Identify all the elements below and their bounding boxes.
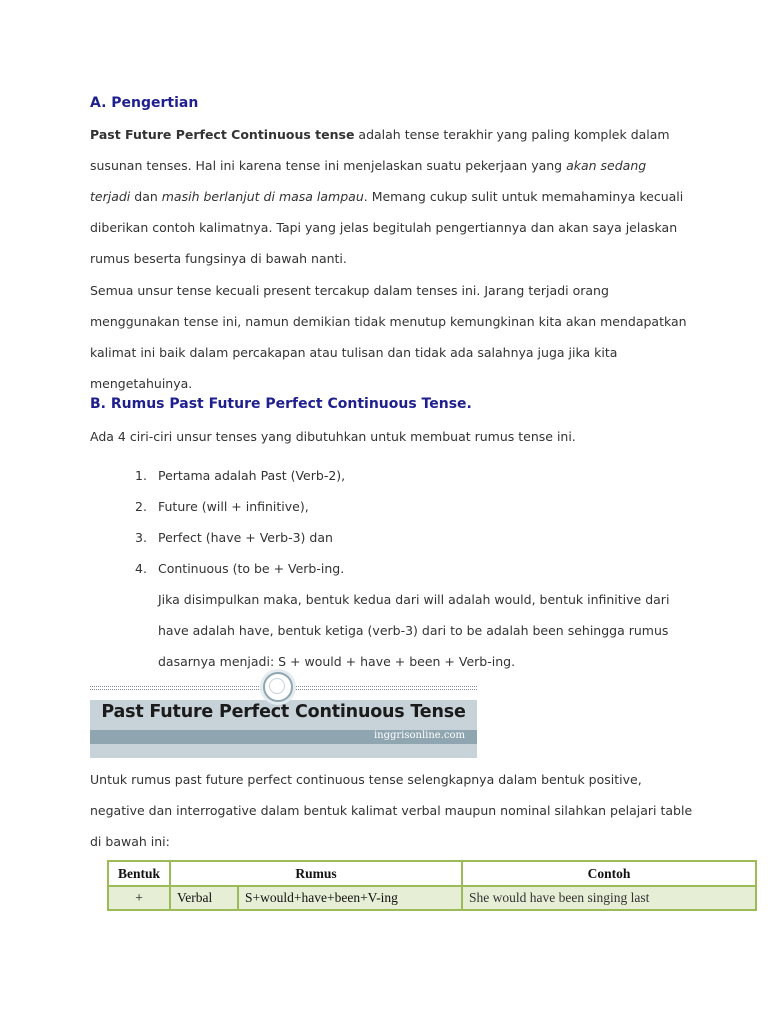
banner-site: inggrisonline.com (373, 730, 465, 741)
paragraph-line: rumus beserta fungsinya di bawah nanti. (90, 251, 347, 266)
table-cell: She would have been singing last (462, 886, 756, 910)
paragraph-line (90, 127, 670, 142)
table-header: Rumus (170, 861, 462, 886)
table-row (108, 886, 756, 910)
table-header: Bentuk (108, 861, 170, 886)
list-number: 3. (135, 530, 147, 545)
tense-banner-image (90, 686, 477, 758)
list-item (135, 530, 333, 545)
table-header-row (108, 861, 756, 886)
list-item (135, 468, 345, 483)
paragraph-line: diberikan contoh kalimatnya. Tapi yang jelas begitulah pengertiannya dan akan saya jelaskan (90, 220, 678, 235)
list-text: Continuous (to be + Verb-ing. (158, 561, 345, 576)
table-cell: S+would+have+been+V-ing (238, 886, 462, 910)
list-number: 4. (135, 561, 147, 576)
text: susunan tenses. Hal ini karena tense ini menjelaskan suatu pekerjaan yang (90, 158, 567, 173)
list-continuation: dasarnya menjadi: S + would + have + been + Verb-ing. (158, 654, 516, 669)
list-text: Future (will + infinitive), (158, 499, 309, 514)
list-item (135, 561, 344, 576)
text: . Memang cukup sulit untuk memahaminya kecuali (363, 189, 684, 204)
term-bold: Past Future Perfect Continuous tense (90, 127, 355, 142)
table-cell: Verbal (170, 886, 238, 910)
list-item (135, 499, 309, 514)
paragraph-line: Untuk rumus past future perfect continuous tense selengkapnya dalam bentuk positive, (90, 772, 642, 787)
table-cell: + (108, 886, 170, 910)
list-number: 1. (135, 468, 147, 483)
section-a-heading: A. Pengertian (90, 95, 199, 111)
formula-table (107, 860, 757, 911)
text-italic: terjadi (90, 189, 131, 204)
text-italic: akan sedang (566, 158, 647, 173)
text-italic: masih berlanjut di masa lampau (161, 189, 364, 204)
text: adalah tense terakhir yang paling komplek dalam (354, 127, 670, 142)
text: dan (130, 189, 162, 204)
list-text: Perfect (have + Verb-3) dan (158, 530, 333, 545)
paragraph-line: kalimat ini baik dalam percakapan atau tulisan dan tidak ada salahnya juga jika kita (90, 345, 618, 360)
paragraph-line: di bawah ini: (90, 834, 170, 849)
paragraph-line: mengetahuinya. (90, 376, 193, 391)
list-continuation: have adalah have, bentuk ketiga (verb-3) dari to be adalah been sehingga rumus (158, 623, 669, 638)
section-b-heading: B. Rumus Past Future Perfect Continuous Tense. (90, 396, 472, 412)
paragraph-line (90, 158, 646, 173)
paragraph-line: Semua unsur tense kecuali present tercakup dalam tenses ini. Jarang terjadi orang (90, 283, 609, 298)
paragraph-line: negative dan interrogative dalam bentuk kalimat verbal maupun nominal silahkan pelajari table (90, 803, 693, 818)
banner-title: Past Future Perfect Continuous Tense (101, 702, 466, 722)
paragraph-line: menggunakan tense ini, namun demikian tidak menutup kemungkinan kita akan mendapatkan (90, 314, 687, 329)
table-header: Contoh (462, 861, 756, 886)
list-text: Pertama adalah Past (Verb-2), (158, 468, 346, 483)
circle-inner-icon (269, 678, 285, 694)
paragraph-line (90, 189, 683, 204)
list-continuation: Jika disimpulkan maka, bentuk kedua dari will adalah would, bentuk infinitive dari (158, 592, 670, 607)
list-number: 2. (135, 499, 147, 514)
paragraph-line: Ada 4 ciri-ciri unsur tenses yang dibutuhkan untuk membuat rumus tense ini. (90, 429, 576, 444)
